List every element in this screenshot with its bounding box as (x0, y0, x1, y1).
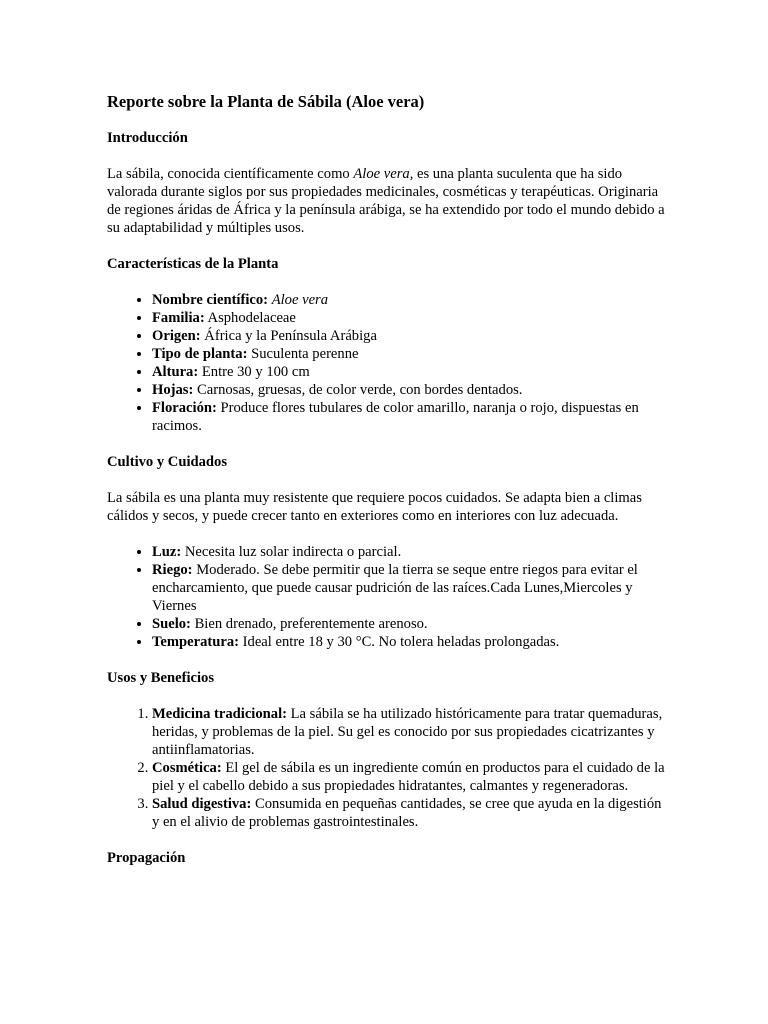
scientific-name: Aloe vera (353, 166, 410, 182)
uses-list (107, 705, 667, 831)
characteristics-list (107, 291, 667, 435)
section-heading-caracteristicas: Características de la Planta (107, 256, 279, 272)
list-item: 2. Cosmética: El gel de sábila es un ingrediente común en productos para el cuidado de la piel y el cabello debido a sus propiedades hidratantes, calmantes y regeneradoras. (152, 759, 667, 795)
list-item: • Origen: África y la Península Arábiga (152, 327, 667, 345)
list-item: • Hojas: Carnosas, gruesas, de color verde, con bordes dentados. (152, 381, 667, 399)
list-item: • Altura: Entre 30 y 100 cm (152, 363, 667, 381)
section-heading-propagacion: Propagación (107, 850, 186, 866)
list-item: • Suelo: Bien drenado, preferentemente arenoso. (152, 615, 667, 633)
document-page (107, 92, 667, 885)
document-title: Reporte sobre la Planta de Sábila (Aloe vera) (107, 92, 425, 111)
section-heading-cultivo: Cultivo y Cuidados (107, 454, 228, 470)
list-item: • Tipo de planta: Suculenta perenne (152, 345, 667, 363)
list-item: • Nombre científico: Aloe vera (152, 291, 667, 309)
cultivation-list (107, 543, 667, 651)
section-heading-introduccion: Introducción (107, 130, 188, 146)
list-item: • Riego: Moderado. Se debe permitir que la tierra se seque entre riegos para evitar el encharcamiento, que puede causar pudrición de las raíces.Cada Lunes,Miercoles y Viernes (152, 561, 667, 615)
list-item: 3. Salud digestiva: Consumida en pequeñas cantidades, se cree que ayuda en la digestión y en el alivio de problemas gastrointestinales. (152, 795, 667, 831)
list-item: • Temperatura: Ideal entre 18 y 30 °C. No tolera heladas prolongadas. (152, 633, 667, 651)
list-item: • Luz: Necesita luz solar indirecta o parcial. (152, 543, 667, 561)
section-heading-usos: Usos y Beneficios (107, 670, 215, 686)
cultivation-paragraph: La sábila es una planta muy resistente que requiere pocos cuidados. Se adapta bien a climas cálidos y secos, y puede crecer tanto en exteriores como en interiores con luz adecuada. (107, 490, 642, 524)
list-item: • Familia: Asphodelaceae (152, 309, 667, 327)
intro-paragraph: La sábila, conocida científicamente como Aloe vera, es una planta suculenta que ha sido valorada durante siglos por sus propiedades medicinales, cosméticas y terapéuticas. Originaria de regiones áridas de África y la península arábiga, se ha extendido por todo el mundo debido a su adaptabilidad y múltiples usos. (107, 166, 665, 236)
list-item: • Floración: Produce flores tubulares de color amarillo, naranja o rojo, dispuestas en racimos. (152, 399, 667, 435)
list-item: 1. Medicina tradicional: La sábila se ha utilizado históricamente para tratar quemaduras, heridas, y problemas de la piel. Su gel es conocido por sus propiedades cicatrizantes y antiinflamatorias. (152, 705, 667, 759)
